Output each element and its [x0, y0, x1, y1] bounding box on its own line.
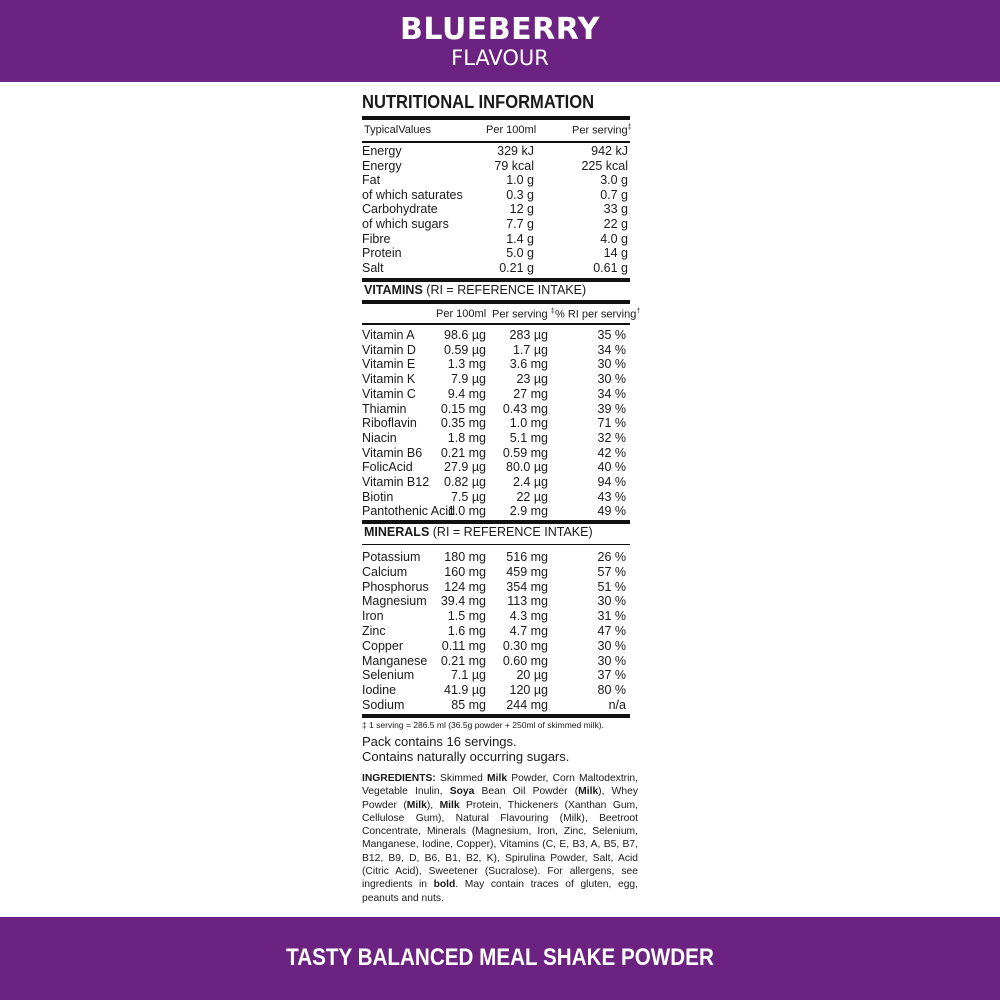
value-per-serving: 113 mg: [507, 594, 548, 609]
nutrient-name: Vitamin E: [362, 357, 416, 372]
value-ri-percent: 31 %: [597, 609, 626, 624]
value-per-serving: 20 µg: [516, 668, 548, 683]
nutrient-name: Sodium: [362, 698, 405, 712]
nutrition-title: NUTRITIONAL INFORMATION: [362, 92, 595, 112]
table-row: [362, 639, 630, 654]
value-ri-percent: 57 %: [597, 564, 626, 579]
value-per-serving: 459 mg: [506, 564, 548, 579]
value-per-100ml: 1.0 g: [506, 173, 534, 188]
nutrient-name: of which saturates: [362, 187, 463, 202]
value-per-100ml: 1.5 mg: [447, 609, 486, 624]
nutrient-name: Vitamin D: [362, 342, 416, 357]
table-row: [362, 188, 630, 203]
value-per-serving: 0.7 g: [600, 187, 628, 202]
value-ri-percent: 34 %: [597, 342, 626, 357]
ingredients-text: [362, 772, 638, 905]
dagger-mark: ‡: [627, 124, 632, 131]
nutrient-name: Biotin: [362, 489, 394, 504]
divider: [362, 300, 630, 304]
value-per-100ml: 12 g: [509, 202, 534, 217]
value-per-100ml: 5.0 g: [506, 246, 534, 261]
value-ri-percent: 80 %: [597, 683, 626, 698]
product-tagline: TASTY BALANCED MEAL SHAKE POWDER: [286, 944, 714, 971]
value-per-100ml: 9.4 mg: [447, 386, 486, 401]
value-per-100ml: 7.7 g: [506, 217, 534, 231]
value-ri-percent: 42 %: [597, 445, 626, 460]
value-per-100ml: 160 mg: [444, 564, 486, 579]
value-per-100ml: 0.82 µg: [444, 475, 486, 489]
table-row: [362, 372, 630, 387]
nutrient-name: Pantothenic Acid: [362, 504, 456, 519]
vit-col-per-serving: [492, 308, 555, 321]
value-per-serving: 0.59 mg: [502, 445, 548, 460]
value-ri-percent: 43 %: [597, 489, 626, 504]
value-ri-percent: 34 %: [597, 386, 626, 401]
nutrient-name: Iron: [362, 609, 384, 624]
value-per-100ml: 0.21 mg: [440, 445, 486, 460]
nutrient-name: Calcium: [362, 564, 408, 579]
nutrient-name: Potassium: [362, 550, 421, 564]
table-row: [362, 550, 630, 565]
value-ri-percent: 32 %: [597, 430, 626, 445]
vit-col-ri-label: % RI per serving: [555, 308, 637, 321]
value-per-100ml: 1.8 mg: [447, 430, 486, 445]
vitamins-heading: [364, 283, 586, 297]
value-per-100ml: 0.3 g: [506, 187, 534, 202]
table-row: [362, 460, 630, 475]
value-per-serving: 1.7 µg: [512, 342, 548, 357]
value-ri-percent: 94 %: [597, 475, 626, 489]
pack-note: Pack contains 16 servings.: [362, 734, 517, 749]
nutrient-name: FolicAcid: [362, 460, 413, 475]
table-row: [362, 431, 630, 446]
sugars-note: Contains naturally occurring sugars.: [362, 749, 570, 764]
nutrient-name: Manganese: [362, 653, 428, 668]
divider: [362, 116, 630, 120]
value-per-100ml: 39.4 mg: [440, 594, 486, 609]
value-per-serving: 942 kJ: [591, 144, 628, 158]
table-row: [362, 504, 630, 519]
nutrient-name: Protein: [362, 246, 402, 261]
nutrient-name: Salt: [362, 260, 384, 275]
value-per-100ml: 7.9 µg: [450, 372, 486, 387]
nutrient-name: Carbohydrate: [362, 202, 438, 217]
col-typical-values: TypicalValues: [364, 124, 432, 136]
col-per-serving: [572, 124, 632, 137]
table-row: [362, 328, 630, 343]
vit-col-ri: [555, 308, 640, 321]
nutrient-name: Magnesium: [362, 594, 427, 609]
value-per-serving: 1.0 mg: [509, 416, 548, 431]
value-per-serving: 0.30 mg: [502, 638, 548, 653]
table-row: [362, 580, 630, 595]
divider: [362, 714, 630, 718]
nutrient-name: Thiamin: [362, 401, 407, 416]
value-per-serving: 516 mg: [506, 550, 548, 564]
vitamins-title: VITAMINS: [364, 283, 423, 297]
value-per-serving: 3.0 g: [600, 173, 628, 188]
value-per-100ml: 7.1 µg: [450, 668, 486, 683]
value-per-serving: 2.4 µg: [512, 475, 548, 489]
value-ri-percent: 30 %: [597, 653, 626, 668]
value-per-serving: 4.3 mg: [509, 609, 548, 624]
value-per-serving: 2.9 mg: [509, 504, 548, 519]
bottom-banner: [0, 917, 1000, 1000]
value-per-100ml: 180 mg: [444, 550, 486, 564]
value-per-serving: 120 µg: [509, 683, 548, 698]
nutrient-name: Energy: [362, 144, 402, 158]
table-row: [362, 490, 630, 505]
table-row: [362, 261, 630, 276]
table-row: [362, 402, 630, 417]
value-per-serving: 0.61 g: [593, 260, 628, 275]
nutrient-name: Fat: [362, 173, 381, 188]
col-per-100ml: Per 100ml: [486, 124, 537, 136]
value-ri-percent: 26 %: [597, 550, 626, 564]
value-ri-percent: 40 %: [597, 460, 626, 475]
value-per-100ml: 329 kJ: [497, 144, 534, 158]
value-per-serving: 283 µg: [509, 328, 548, 342]
value-per-serving: 23 µg: [516, 372, 548, 387]
divider: [362, 520, 630, 524]
value-per-100ml: 1.3 mg: [447, 357, 486, 372]
nutrient-name: Zinc: [362, 624, 386, 638]
table-row: [362, 159, 630, 174]
value-per-100ml: 79 kcal: [494, 158, 534, 173]
nutrient-name: Riboflavin: [362, 416, 417, 431]
value-ri-percent: 35 %: [597, 328, 626, 342]
value-ri-percent: 37 %: [597, 668, 626, 683]
dagger-mark: ‡: [550, 308, 555, 315]
table-row: [362, 698, 630, 713]
table-row: [362, 624, 630, 639]
value-per-serving: 14 g: [603, 246, 628, 261]
divider: [362, 323, 630, 325]
table-row: [362, 609, 630, 624]
table-row: [362, 217, 630, 232]
value-per-serving: 27 mg: [513, 386, 548, 401]
minerals-title: MINERALS: [364, 525, 430, 539]
vit-col-per-serving-label: Per serving: [492, 308, 548, 321]
table-row: [362, 343, 630, 358]
value-per-serving: 354 mg: [506, 579, 548, 594]
minerals-heading: [364, 525, 593, 539]
value-per-serving: 80.0 µg: [506, 460, 548, 475]
nutrient-name: Fibre: [362, 231, 391, 246]
value-per-100ml: 1.6 mg: [447, 624, 486, 638]
minerals-ri-note: (RI = REFERENCE INTAKE): [432, 525, 593, 539]
value-per-serving: 225 kcal: [581, 158, 628, 173]
value-per-100ml: 7.5 µg: [450, 489, 486, 504]
value-ri-percent: 47 %: [597, 624, 626, 638]
table-row: [362, 246, 630, 261]
nutrient-name: Copper: [362, 638, 403, 653]
value-ri-percent: 30 %: [597, 594, 626, 609]
value-per-100ml: 85 mg: [451, 698, 486, 712]
value-per-serving: 22 µg: [516, 489, 548, 504]
value-per-100ml: 0.21 mg: [440, 653, 486, 668]
table-row: [362, 416, 630, 431]
value-per-serving: 4.7 mg: [509, 624, 548, 638]
table-row: [362, 232, 630, 247]
table-row: [362, 668, 630, 683]
value-ri-percent: 51 %: [597, 579, 626, 594]
nutrient-name: Phosphorus: [362, 579, 429, 594]
value-per-serving: 4.0 g: [600, 231, 628, 246]
value-per-serving: 5.1 mg: [509, 430, 548, 445]
flavour-subtitle: FLAVOUR: [451, 46, 549, 70]
vit-col-per-100ml: Per 100ml: [436, 308, 487, 320]
value-per-100ml: 27.9 µg: [444, 460, 486, 475]
ingredients-body: Skimmed Milk Powder, Corn Maltodextrin, Vegetable Inulin, Soya Bean Oil Powder (Milk), Whey Powder (Milk), Milk Protein, Thickeners (Xanthan Gum, Cellulose Gum), Natural Flavouring (Milk), Beetroot Concentrate, Minerals (Magnesium, Iron, Zinc, Selenium, Manganese, Iodine, Copper), Vitamins (C, E, B3, A, B5, B7, B12, B9, D, B6, B1, B2, K), Spirulina Powder, Salt, Acid (Citric Acid), Sweetener (Sucralose). For allergens, see ingredients in bold. May contain traces of gluten, egg, peanuts and nuts.: [362, 773, 639, 904]
flavour-title: BLUEBERRY: [400, 12, 600, 47]
value-per-100ml: 0.59 µg: [444, 342, 486, 357]
value-per-100ml: 0.35 mg: [440, 416, 486, 431]
nutrient-name: Vitamin B12: [362, 475, 430, 489]
dagger-mark: †: [636, 308, 641, 315]
value-per-100ml: 98.6 µg: [444, 328, 486, 342]
value-per-100ml: 0.11 mg: [441, 638, 486, 653]
nutrient-name: Vitamin B6: [362, 445, 423, 460]
value-ri-percent: 30 %: [597, 357, 626, 372]
nutrient-name: Vitamin A: [362, 328, 415, 342]
table-row: [362, 387, 630, 402]
table-row: [362, 654, 630, 669]
nutrient-name: Selenium: [362, 668, 415, 683]
table-row: [362, 594, 630, 609]
table-row: [362, 173, 630, 188]
value-per-serving: 0.60 mg: [502, 653, 548, 668]
nutrient-name: Vitamin K: [362, 372, 416, 387]
nutrient-name: Energy: [362, 158, 402, 173]
value-per-100ml: 41.9 µg: [444, 683, 486, 698]
value-per-100ml: 1.4 g: [506, 231, 534, 246]
nutrient-name: of which sugars: [362, 217, 449, 231]
nutrient-name: Niacin: [362, 430, 397, 445]
value-ri-percent: n/a: [608, 698, 626, 712]
col-per-serving-label: Per serving: [572, 124, 628, 137]
nutrient-name: Iodine: [362, 683, 397, 698]
value-per-100ml: 0.21 g: [499, 260, 534, 275]
value-per-serving: 244 mg: [506, 698, 548, 712]
divider: [362, 278, 630, 282]
nutrient-name: Vitamin C: [362, 386, 416, 401]
table-row: [362, 475, 630, 490]
table-row: [362, 144, 630, 159]
value-ri-percent: 30 %: [597, 372, 626, 387]
vitamins-ri-note: (RI = REFERENCE INTAKE): [426, 283, 587, 297]
value-per-serving: 3.6 mg: [509, 357, 548, 372]
value-per-100ml: 1.0 mg: [447, 504, 486, 519]
divider: [362, 141, 630, 143]
table-row: [362, 565, 630, 580]
serving-footnote: ‡ 1 serving = 286.5 ml (36.5g powder + 250ml of skimmed milk).: [362, 720, 604, 730]
table-row: [362, 446, 630, 461]
top-banner: [0, 0, 1000, 82]
value-ri-percent: 71 %: [597, 416, 626, 431]
value-per-100ml: 0.15 mg: [440, 401, 486, 416]
value-per-serving: 33 g: [603, 202, 628, 217]
value-ri-percent: 39 %: [597, 401, 626, 416]
divider: [362, 544, 630, 545]
value-per-100ml: 124 mg: [444, 579, 486, 594]
value-per-serving: 0.43 mg: [502, 401, 548, 416]
value-per-serving: 22 g: [603, 217, 628, 231]
value-ri-percent: 30 %: [597, 638, 626, 653]
table-row: [362, 202, 630, 217]
table-row: [362, 357, 630, 372]
ingredients-label: INGREDIENTS:: [362, 773, 436, 784]
value-ri-percent: 49 %: [597, 504, 626, 519]
table-row: [362, 683, 630, 698]
